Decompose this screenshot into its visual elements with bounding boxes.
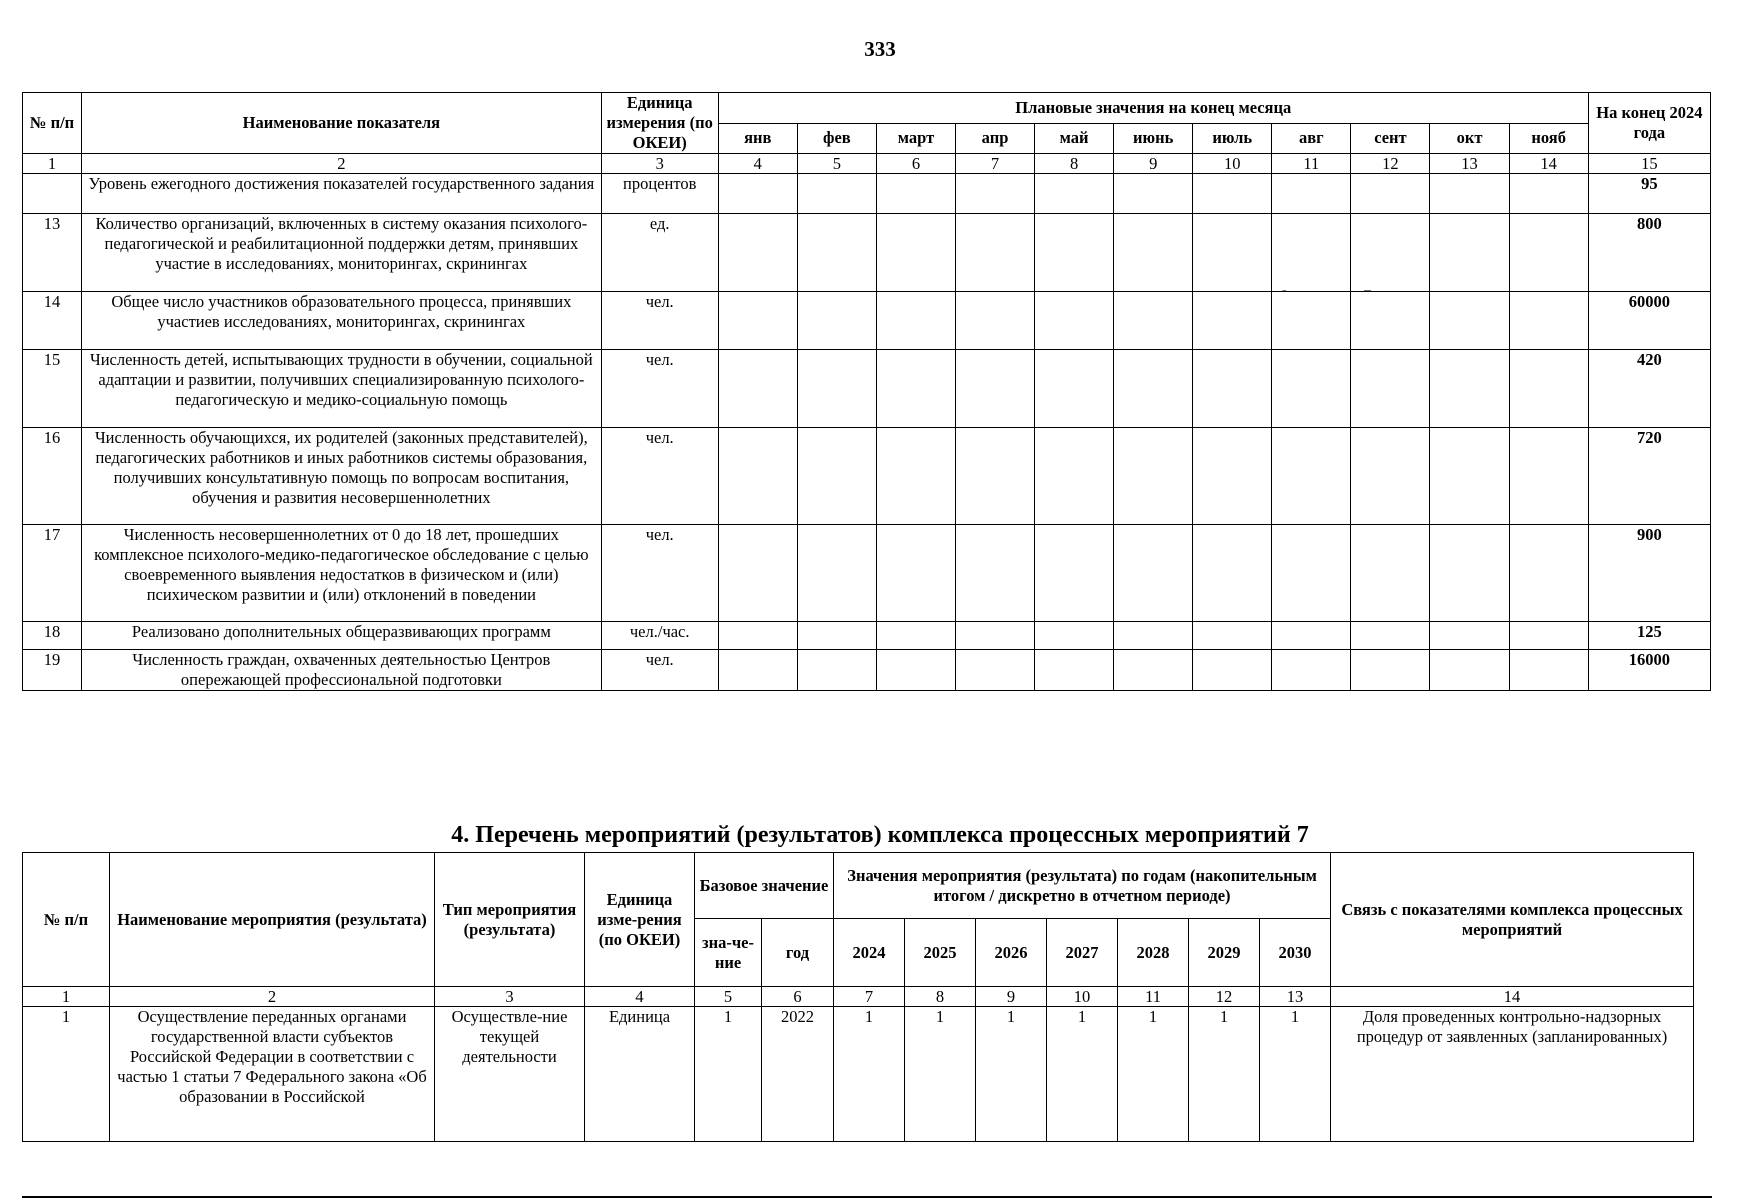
year-end-value: 125	[1588, 622, 1710, 650]
month-value	[1035, 650, 1114, 691]
year-end-value: 800	[1588, 214, 1710, 292]
header-month: июнь	[1114, 123, 1193, 154]
month-value	[1430, 622, 1509, 650]
activity-type: Осуществле-ние текущей деятельности	[435, 1007, 585, 1142]
base-value: 1	[695, 1007, 762, 1142]
unit: процентов	[601, 174, 718, 214]
indicator-name: Численность граждан, охваченных деятельностью Центров опережающей профессиональной подготовки	[82, 650, 602, 691]
column-number: 7	[956, 154, 1035, 174]
month-value	[1430, 214, 1509, 292]
month-value	[876, 622, 955, 650]
stray-mark: –	[1364, 283, 1371, 298]
unit: Единица	[585, 1007, 695, 1142]
month-value	[1193, 525, 1272, 622]
month-value	[876, 292, 955, 350]
year-end-value: 720	[1588, 428, 1710, 525]
column-number: 15	[1588, 154, 1710, 174]
unit: чел.	[601, 292, 718, 350]
year-value: 1	[1189, 1007, 1260, 1142]
year-value: 1	[1118, 1007, 1189, 1142]
month-value	[1272, 214, 1351, 292]
year-value: 1	[834, 1007, 905, 1142]
column-number: 4	[585, 987, 695, 1007]
column-number: 14	[1331, 987, 1694, 1007]
unit: ед.	[601, 214, 718, 292]
year-value: 1	[1047, 1007, 1118, 1142]
month-value	[1193, 428, 1272, 525]
column-number: 8	[905, 987, 976, 1007]
indicator-name: Численность несовершеннолетних от 0 до 18 лет, прошедших комплексное психолого-медико-педагогическое обследование с целью своевременного выявления недостатков в физическом и (или) психическом развитии и (или) отклонений в поведении	[82, 525, 602, 622]
month-value	[797, 174, 876, 214]
month-value	[797, 350, 876, 428]
year-end-value: 420	[1588, 350, 1710, 428]
header-unit: Единица измерения (по ОКЕИ)	[601, 93, 718, 154]
table-row	[23, 622, 1711, 650]
month-value	[1114, 525, 1193, 622]
header-year: 2029	[1189, 919, 1260, 987]
column-number: 8	[1035, 154, 1114, 174]
month-value	[718, 525, 797, 622]
month-value	[876, 428, 955, 525]
month-value	[876, 650, 955, 691]
month-value	[1035, 350, 1114, 428]
month-value	[956, 525, 1035, 622]
month-value	[1035, 174, 1114, 214]
month-value	[718, 650, 797, 691]
month-value	[1272, 350, 1351, 428]
month-value	[1509, 292, 1588, 350]
column-number: 3	[601, 154, 718, 174]
bottom-rule	[22, 1196, 1712, 1198]
month-value	[1509, 525, 1588, 622]
column-number: 1	[23, 154, 82, 174]
header-month: окт	[1430, 123, 1509, 154]
month-value	[1430, 428, 1509, 525]
header-month: сент	[1351, 123, 1430, 154]
header-name: Наименование показателя	[82, 93, 602, 154]
column-number: 2	[82, 154, 602, 174]
column-number: 5	[695, 987, 762, 1007]
table-row	[23, 292, 1711, 350]
table-row	[23, 428, 1711, 525]
table-row	[23, 525, 1711, 622]
month-value	[1351, 350, 1430, 428]
column-number: 9	[1114, 154, 1193, 174]
year-value: 1	[976, 1007, 1047, 1142]
month-value	[956, 174, 1035, 214]
month-value	[1509, 650, 1588, 691]
row-num	[23, 174, 82, 214]
month-value	[1272, 174, 1351, 214]
column-number: 7	[834, 987, 905, 1007]
indicator-name: Уровень ежегодного достижения показателей государственного задания	[82, 174, 602, 214]
month-value	[956, 292, 1035, 350]
header-month: янв	[718, 123, 797, 154]
column-number: 9	[976, 987, 1047, 1007]
month-value	[1272, 650, 1351, 691]
month-value	[1114, 622, 1193, 650]
unit: чел./час.	[601, 622, 718, 650]
month-value	[718, 350, 797, 428]
column-number: 12	[1189, 987, 1260, 1007]
month-value	[1272, 428, 1351, 525]
row-num: 16	[23, 428, 82, 525]
header-month: март	[876, 123, 955, 154]
month-value	[1193, 214, 1272, 292]
header-type: Тип мероприятия (результата)	[435, 853, 585, 987]
month-value	[1035, 428, 1114, 525]
activities-table	[22, 852, 1694, 1142]
header-year-end: На конец 2024 года	[1588, 93, 1710, 154]
activity-name: Осуществление переданных органами государственной власти субъектов Российской Федерации в соответствии с частью 1 статьи 7 Федерального закона «Об образовании в Российской	[110, 1007, 435, 1142]
month-value	[1114, 214, 1193, 292]
month-value	[1114, 350, 1193, 428]
month-value	[718, 428, 797, 525]
month-value	[1430, 525, 1509, 622]
base-year: 2022	[762, 1007, 834, 1142]
indicator-name: Численность детей, испытывающих трудности в обучении, социальной адаптации и развитии, получивших специализированную психолого-педагогическую и медико-социальную помощь	[82, 350, 602, 428]
column-number: 11	[1272, 154, 1351, 174]
header-year: 2028	[1118, 919, 1189, 987]
month-value	[1351, 214, 1430, 292]
month-value	[1114, 292, 1193, 350]
month-value	[1035, 622, 1114, 650]
month-value	[1351, 174, 1430, 214]
table-row	[23, 650, 1711, 691]
month-value	[1193, 622, 1272, 650]
header-base-value: зна-че-ние	[695, 919, 762, 987]
month-value	[1035, 292, 1114, 350]
month-value	[797, 622, 876, 650]
header-month: май	[1035, 123, 1114, 154]
month-value	[956, 428, 1035, 525]
row-num: 1	[23, 1007, 110, 1142]
month-value	[1193, 292, 1272, 350]
month-value	[876, 350, 955, 428]
page-number: 333	[864, 37, 896, 61]
month-value	[1272, 525, 1351, 622]
header-year: 2027	[1047, 919, 1118, 987]
month-value	[797, 525, 876, 622]
indicator-name: Общее число участников образовательного процесса, принявших участиев исследованиях, мониторингах, скринингах	[82, 292, 602, 350]
month-value	[1035, 214, 1114, 292]
table-row	[23, 214, 1711, 292]
year-value: 1	[1260, 1007, 1331, 1142]
section-title: 4. Перечень мероприятий (результатов) комплекса процессных мероприятий 7	[451, 822, 1309, 848]
header-link: Связь с показателями комплекса процессных мероприятий	[1331, 853, 1694, 987]
month-value	[876, 214, 955, 292]
table-row	[23, 174, 1711, 214]
column-number: 3	[435, 987, 585, 1007]
month-value	[956, 214, 1035, 292]
header-year: 2025	[905, 919, 976, 987]
column-number: 10	[1193, 154, 1272, 174]
month-value	[1509, 622, 1588, 650]
column-number: 11	[1118, 987, 1189, 1007]
month-value	[1509, 174, 1588, 214]
unit: чел.	[601, 650, 718, 691]
month-value	[956, 622, 1035, 650]
month-value	[1430, 292, 1509, 350]
row-num: 18	[23, 622, 82, 650]
month-value	[1035, 525, 1114, 622]
month-value	[1351, 428, 1430, 525]
month-value	[1114, 650, 1193, 691]
year-end-value: 16000	[1588, 650, 1710, 691]
header-base-year: год	[762, 919, 834, 987]
table-row	[23, 1007, 1694, 1142]
month-value	[876, 174, 955, 214]
header-unit: Единица изме-рения (по ОКЕИ)	[585, 853, 695, 987]
table-row	[23, 350, 1711, 428]
header-plan: Плановые значения на конец месяца	[718, 93, 1588, 124]
header-month: нояб	[1509, 123, 1588, 154]
month-value	[797, 650, 876, 691]
header-num: № п/п	[23, 853, 110, 987]
month-value	[718, 214, 797, 292]
row-num: 13	[23, 214, 82, 292]
month-value	[956, 350, 1035, 428]
month-value	[1430, 650, 1509, 691]
column-number: 10	[1047, 987, 1118, 1007]
indicator-name: Численность обучающихся, их родителей (законных представителей), педагогических работников и иных работников системы образования, получивших консультативную помощь по вопросам воспитания, обучения и развития несовершеннолетних	[82, 428, 602, 525]
column-number: 13	[1430, 154, 1509, 174]
header-year: 2030	[1260, 919, 1331, 987]
header-year: 2026	[976, 919, 1047, 987]
column-number: 6	[876, 154, 955, 174]
month-value	[1430, 174, 1509, 214]
month-value	[718, 622, 797, 650]
header-month: апр	[956, 123, 1035, 154]
header-year: 2024	[834, 919, 905, 987]
month-value	[1430, 350, 1509, 428]
header-month: фев	[797, 123, 876, 154]
header-month: июль	[1193, 123, 1272, 154]
month-value	[1351, 650, 1430, 691]
column-number: 4	[718, 154, 797, 174]
column-number: 13	[1260, 987, 1331, 1007]
month-value	[1509, 350, 1588, 428]
indicators-table	[22, 92, 1711, 691]
year-end-value: 95	[1588, 174, 1710, 214]
month-value	[797, 292, 876, 350]
month-value	[1351, 525, 1430, 622]
row-num: 19	[23, 650, 82, 691]
unit: чел.	[601, 428, 718, 525]
unit: чел.	[601, 350, 718, 428]
month-value	[876, 525, 955, 622]
linked-indicator: Доля проведенных контрольно-надзорных процедур от заявленных (запланированных)	[1331, 1007, 1694, 1142]
month-value	[1114, 174, 1193, 214]
header-num: № п/п	[23, 93, 82, 154]
row-num: 15	[23, 350, 82, 428]
month-value	[718, 292, 797, 350]
header-name: Наименование мероприятия (результата)	[110, 853, 435, 987]
row-num: 17	[23, 525, 82, 622]
month-value	[1351, 292, 1430, 350]
month-value	[1114, 428, 1193, 525]
month-value	[1193, 350, 1272, 428]
month-value	[1193, 650, 1272, 691]
month-value	[1509, 428, 1588, 525]
stray-mark: -	[1282, 283, 1287, 298]
column-number: 5	[797, 154, 876, 174]
column-number: 14	[1509, 154, 1588, 174]
month-value	[718, 174, 797, 214]
year-value: 1	[905, 1007, 976, 1142]
month-value	[797, 428, 876, 525]
header-month: авг	[1272, 123, 1351, 154]
year-end-value: 60000	[1588, 292, 1710, 350]
unit: чел.	[601, 525, 718, 622]
month-value	[797, 214, 876, 292]
column-number: 6	[762, 987, 834, 1007]
month-value	[956, 650, 1035, 691]
month-value	[1193, 174, 1272, 214]
header-values-by-year: Значения мероприятия (результата) по годам (накопительным итогом / дискретно в отчетном периоде)	[834, 853, 1331, 919]
indicator-name: Количество организаций, включенных в систему оказания психолого-педагогической и реабилитационной поддержки детям, принявших участие в исследованиях, мониторингах, скринингах	[82, 214, 602, 292]
month-value	[1509, 214, 1588, 292]
column-number: 1	[23, 987, 110, 1007]
indicator-name: Реализовано дополнительных общеразвивающих программ	[82, 622, 602, 650]
month-value	[1272, 622, 1351, 650]
header-base: Базовое значение	[695, 853, 834, 919]
year-end-value: 900	[1588, 525, 1710, 622]
row-num: 14	[23, 292, 82, 350]
month-value	[1272, 292, 1351, 350]
column-number: 12	[1351, 154, 1430, 174]
column-number: 2	[110, 987, 435, 1007]
month-value	[1351, 622, 1430, 650]
